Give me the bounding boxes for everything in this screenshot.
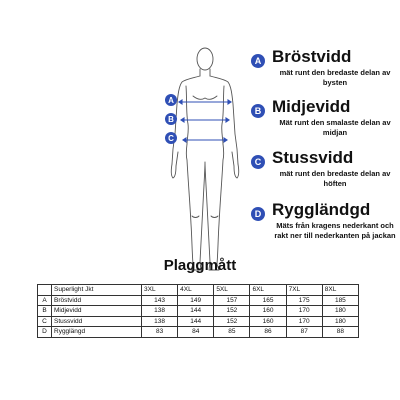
legend-badge-b: B — [251, 104, 265, 118]
legend-title-c: Stussvidd — [272, 148, 354, 167]
figure-chest — [193, 96, 217, 99]
table-row-d — [38, 327, 359, 338]
cell-value: 86 — [250, 327, 286, 338]
cell-value: 170 — [286, 306, 322, 317]
header-size-3xl: 3XL — [142, 285, 178, 296]
cell-value: 152 — [214, 306, 250, 317]
legend-desc-d: Mäts från kragens nederkant och rakt ner till nederkanten på jackan — [274, 221, 396, 240]
legend-title-d: Ryggländgd — [272, 200, 371, 219]
cell-value: 87 — [286, 327, 322, 338]
header-size-8xl: 8XL — [322, 285, 358, 296]
figure-knees — [192, 216, 218, 218]
header-model: Superlight Jkt — [52, 285, 142, 296]
row-label: Stussvidd — [52, 316, 142, 327]
legend-title-b: Midjevidd — [272, 97, 351, 116]
cell-value: 165 — [250, 295, 286, 306]
cell-value: 170 — [286, 316, 322, 327]
header-size-5xl: 5XL — [214, 285, 250, 296]
header-letter-cell — [38, 285, 52, 296]
cell-value: 149 — [178, 295, 214, 306]
header-size-7xl: 7XL — [286, 285, 322, 296]
header-size-6xl: 6XL — [250, 285, 286, 296]
legend-title-a: Bröstvidd — [272, 47, 352, 66]
cell-value: 85 — [214, 327, 250, 338]
header-size-4xl: 4XL — [178, 285, 214, 296]
table-header-row — [38, 285, 359, 296]
cell-value: 84 — [178, 327, 214, 338]
row-label: Rygglängd — [52, 327, 142, 338]
cell-value: 144 — [178, 316, 214, 327]
figure-marker-c-label: C — [168, 134, 174, 143]
table-title: Plaggmått — [163, 257, 237, 274]
row-label: Bröstvidd — [52, 295, 142, 306]
cell-value: 152 — [214, 316, 250, 327]
row-letter: A — [38, 295, 52, 306]
row-label: Midjevidd — [52, 306, 142, 317]
legend-badge-c: C — [251, 155, 265, 169]
cell-value: 160 — [250, 316, 286, 327]
table-row-b — [38, 306, 359, 317]
cell-value: 138 — [142, 316, 178, 327]
figure-marker-b-label: B — [168, 115, 174, 124]
cell-value: 175 — [286, 295, 322, 306]
body-figure — [155, 44, 255, 276]
cell-value: 180 — [322, 306, 358, 317]
row-letter: D — [38, 327, 52, 338]
legend-desc-a: mät runt den bredaste delan av bysten — [279, 68, 391, 87]
cell-value: 83 — [142, 327, 178, 338]
legend-desc-c: mät runt den bredaste delan av höften — [279, 169, 391, 188]
size-table — [37, 284, 359, 338]
cell-value: 160 — [250, 306, 286, 317]
legend-badge-d: D — [251, 207, 265, 221]
legend-badge-a: A — [251, 54, 265, 68]
legend-desc-b: Mät runt den smalaste delan av midjan — [279, 118, 391, 137]
figure-head — [197, 48, 213, 70]
table-row-a — [38, 295, 359, 306]
cell-value: 138 — [142, 306, 178, 317]
cell-value: 143 — [142, 295, 178, 306]
row-letter: C — [38, 316, 52, 327]
cell-value: 144 — [178, 306, 214, 317]
figure-legs — [186, 144, 224, 270]
cell-value: 88 — [322, 327, 358, 338]
cell-value: 185 — [322, 295, 358, 306]
figure-marker-a-label: A — [168, 96, 174, 105]
row-letter: B — [38, 306, 52, 317]
cell-value: 157 — [214, 295, 250, 306]
table-row-c — [38, 316, 359, 327]
cell-value: 180 — [322, 316, 358, 327]
